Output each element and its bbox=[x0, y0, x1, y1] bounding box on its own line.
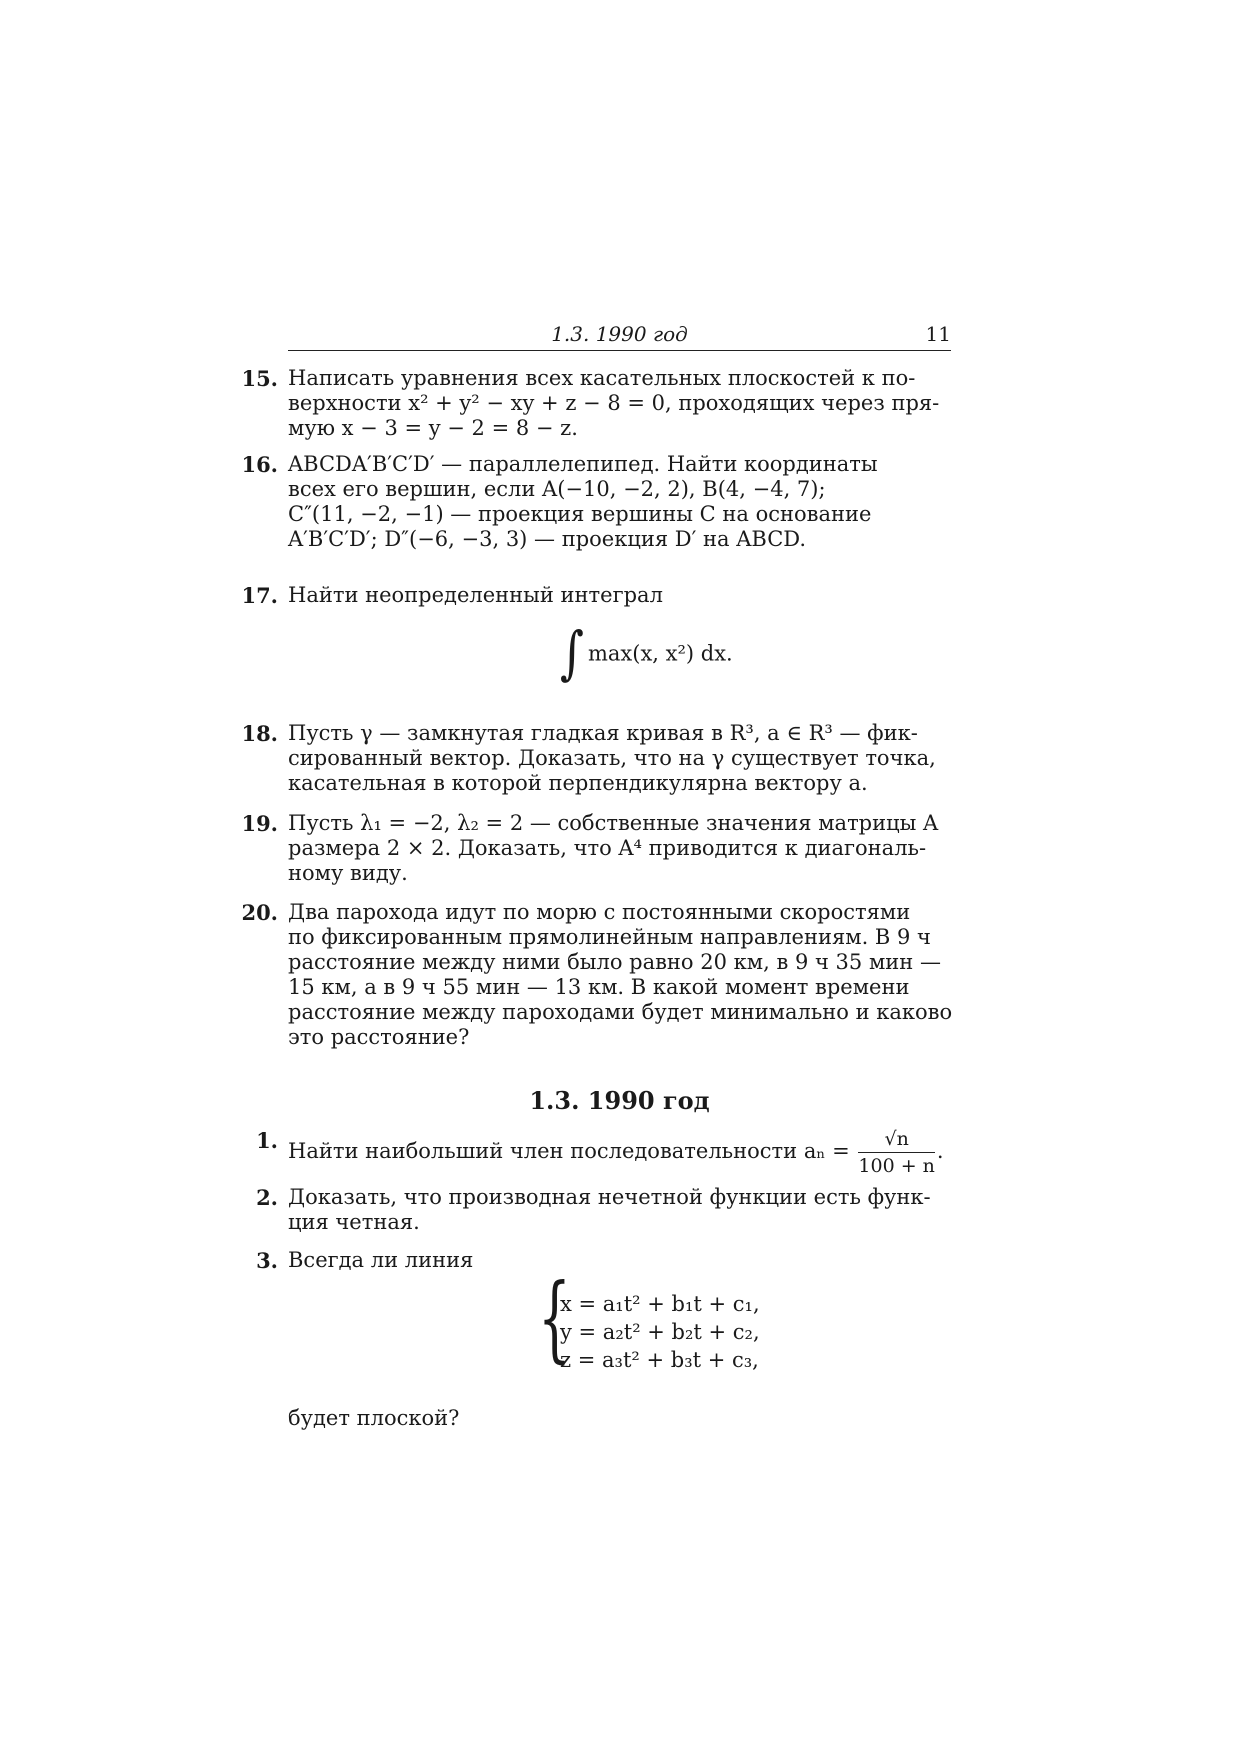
problem-number: 15. bbox=[241, 366, 278, 391]
text-line: сированный вектор. Доказать, что на γ существует точка, bbox=[288, 746, 936, 770]
integral-formula bbox=[560, 618, 733, 687]
text-line: ция четная. bbox=[288, 1210, 420, 1234]
problem-text bbox=[288, 1128, 951, 1177]
problem-number: 19. bbox=[241, 811, 278, 836]
text-line: по фиксированным прямолинейным направлениям. В 9 ч bbox=[288, 925, 931, 949]
system-row: y = a₂t² + b₂t + c₂, bbox=[560, 1320, 760, 1344]
problem-text bbox=[288, 366, 951, 441]
problem-number: 16. bbox=[241, 452, 278, 477]
section-problem-1 bbox=[256, 1128, 951, 1177]
problem-text bbox=[288, 583, 951, 608]
problem-number: 20. bbox=[241, 900, 278, 925]
text-line: Два парохода идут по морю с постоянными скоростями bbox=[288, 900, 911, 924]
problem-text bbox=[288, 1185, 951, 1235]
text-line: размера 2 × 2. Доказать, что A⁴ приводится к диагональ- bbox=[288, 836, 927, 860]
integral-sign: ∫ bbox=[560, 618, 584, 687]
system-brace: { bbox=[538, 1264, 571, 1373]
section-problem-3-conclusion bbox=[288, 1406, 951, 1431]
running-title: 1.3. 1990 год bbox=[551, 322, 688, 346]
text-line: Пусть γ — замкнутая гладкая кривая в R³, a ∈ R³ — фик- bbox=[288, 721, 918, 745]
text-line: расстояние между ними было равно 20 км, в 9 ч 35 мин — bbox=[288, 950, 941, 974]
problem-text bbox=[288, 1248, 951, 1273]
text-line: Всегда ли линия bbox=[288, 1248, 474, 1272]
text-line: всех его вершин, если A(−10, −2, 2), B(4, −4, 7); bbox=[288, 477, 826, 501]
problem-number: 3. bbox=[256, 1248, 278, 1273]
problem-18 bbox=[241, 721, 951, 796]
integral-body: max(x, x²) dx. bbox=[587, 641, 733, 666]
text-line: Доказать, что производная нечетной функции есть функ- bbox=[288, 1185, 931, 1209]
text-line: C″(11, −2, −1) — проекция вершины C на основание bbox=[288, 502, 872, 526]
section-problem-2 bbox=[256, 1185, 951, 1235]
sequence-lhs: aₙ = bbox=[803, 1139, 850, 1163]
problem-20 bbox=[241, 900, 953, 1050]
problem-19 bbox=[241, 811, 951, 886]
problem-number: 1. bbox=[256, 1128, 278, 1153]
problem-number: 18. bbox=[241, 721, 278, 746]
text-line: расстояние между пароходами будет минимально и каково bbox=[288, 1000, 953, 1024]
fraction-numerator: √n bbox=[858, 1128, 935, 1153]
text-line: верхности x² + y² − xy + z − 8 = 0, проходящих через пря- bbox=[288, 391, 940, 415]
text-line: ABCDA′B′C′D′ — параллелепипед. Найти координаты bbox=[288, 452, 878, 476]
text-line: это расстояние? bbox=[288, 1025, 470, 1049]
problem-text bbox=[288, 900, 951, 1050]
section-problem-3 bbox=[256, 1248, 951, 1273]
problem-number: 17. bbox=[241, 583, 278, 608]
text-line: A′B′C′D′; D″(−6, −3, 3) — проекция D′ на ABCD. bbox=[288, 527, 807, 551]
text-line: касательная в которой перпендикулярна вектору a. bbox=[288, 771, 868, 795]
problem-15 bbox=[241, 366, 951, 441]
problem-text bbox=[288, 811, 951, 886]
text-line: Найти наибольший член последовательности bbox=[288, 1139, 798, 1163]
text-line: ному виду. bbox=[288, 861, 408, 885]
problem-17 bbox=[241, 583, 951, 608]
text-line: Пусть λ₁ = −2, λ₂ = 2 — собственные значения матрицы A bbox=[288, 811, 939, 835]
text-line: 15 км, а в 9 ч 55 мин — 13 км. В какой момент времени bbox=[288, 975, 910, 999]
problem-number: 2. bbox=[256, 1185, 278, 1210]
problem-16 bbox=[241, 452, 951, 552]
sentence-end: . bbox=[936, 1139, 944, 1163]
system-row: x = a₁t² + b₁t + c₁, bbox=[560, 1292, 760, 1316]
fraction-denominator: 100 + n bbox=[858, 1155, 935, 1177]
text-line: мую x − 3 = y − 2 = 8 − z. bbox=[288, 416, 578, 440]
text-line: Написать уравнения всех касательных плоскостей к по- bbox=[288, 366, 916, 390]
section-title: 1.3. 1990 год bbox=[529, 1086, 710, 1115]
page-header bbox=[288, 322, 951, 351]
fraction bbox=[858, 1128, 935, 1177]
text-line: Найти неопределенный интеграл bbox=[288, 583, 663, 607]
problem-text bbox=[288, 452, 951, 552]
system-row: z = a₃t² + b₃t + c₃, bbox=[560, 1348, 759, 1372]
text-line: будет плоской? bbox=[288, 1406, 460, 1430]
problem-text bbox=[288, 721, 951, 796]
page-number: 11 bbox=[925, 322, 951, 346]
